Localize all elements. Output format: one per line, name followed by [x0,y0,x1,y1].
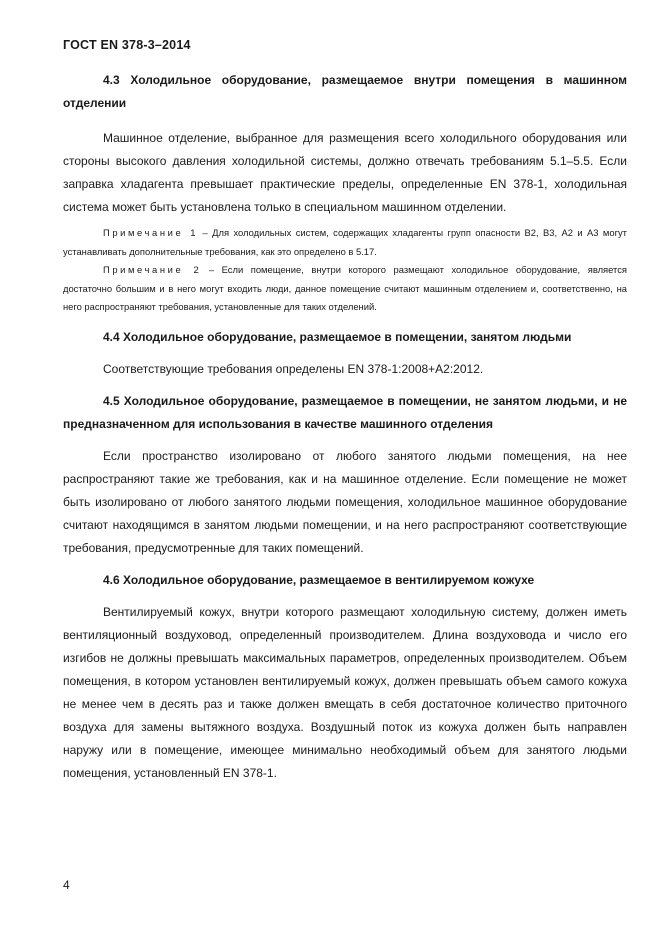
note-2 [63,261,627,317]
note-1-text: – Для холодильных систем, содержащих хладагенты групп опасности В2, В3, А2 и А3 могут устанавливать дополнительные требования, как это определено в 5.17. [63,227,627,257]
section-4-3-paragraph: Машинное отделение, выбранное для размещения всего холодильного оборудования или стороны высокого давления холодильной системы, должно отвечать требованиям 5.1–5.5. Если заправка хладагента превышает практические пределы, определенные EN 378-1, холодильная система может быть установлена только в специальном машинном отделении. [63,131,627,214]
document-body [63,69,627,785]
page-number: 4 [63,878,70,892]
section-4-5-paragraph: Если пространство изолировано от любого занятого людьми помещения, на нее распространяют такие же требования, как и на машинное отделение. Если помещение не может быть изолировано от любого занятого людьми помещения, холодильное машинное оборудование считают находящимся в занятом людьми помещении, и на него распространяют соответствующие требования, предусмотренные для таких помещений. [63,448,627,555]
section-4-4-paragraph: Соответствующие требования определены EN 378-1:2008+A2:2012. [103,361,484,376]
note-1 [63,224,627,261]
section-4-3-heading: 4.3 Холодильное оборудование, размещаемое внутри помещения в машинном отделении [63,73,627,110]
note-1-label: Примечание 1 [103,227,199,238]
note-2-text: – Если помещение, внутри которого размещают холодильное оборудование, является достаточно большим и в него могут входить люди, данное помещение считают машинным отделением и, соответственно, на него распространяют требования, установленные для таких отделений. [63,264,627,312]
section-4-5-heading: 4.5 Холодильное оборудование, размещаемое в помещении, не занятом людьми, и не предназначенном для использования в качестве машинного отделения [63,393,627,431]
section-4-6-heading: 4.6 Холодильное оборудование, размещаемое в вентилируемом кожухе [103,572,535,587]
document-header: ГОСТ EN 378-3–2014 [63,38,191,52]
note-2-label: Примечание 2 [103,264,202,275]
section-4-6-paragraph: Вентилируемый кожух, внутри которого размещают холодильную систему, должен иметь вентиляционный воздуховод, определенный производителем. Длина воздуховода и число его изгибов не должны превышать максимальных параметров, определенных производителем. Объем помещения, в котором установлен вентилируемый кожух, должен превышать объем самого кожуха не менее чем в десять раз и также должен вмещать в себя достаточное количество приточного воздуха для замены вытяжного воздуха. Воздушный поток из кожуха должен быть направлен наружу или в помещение, имеющее минимально необходимый объем для занятого людьми помещения, установленный EN 378-1. [63,604,627,780]
section-4-4-heading: 4.4 Холодильное оборудование, размещаемое в помещении, занятом людьми [103,329,572,344]
